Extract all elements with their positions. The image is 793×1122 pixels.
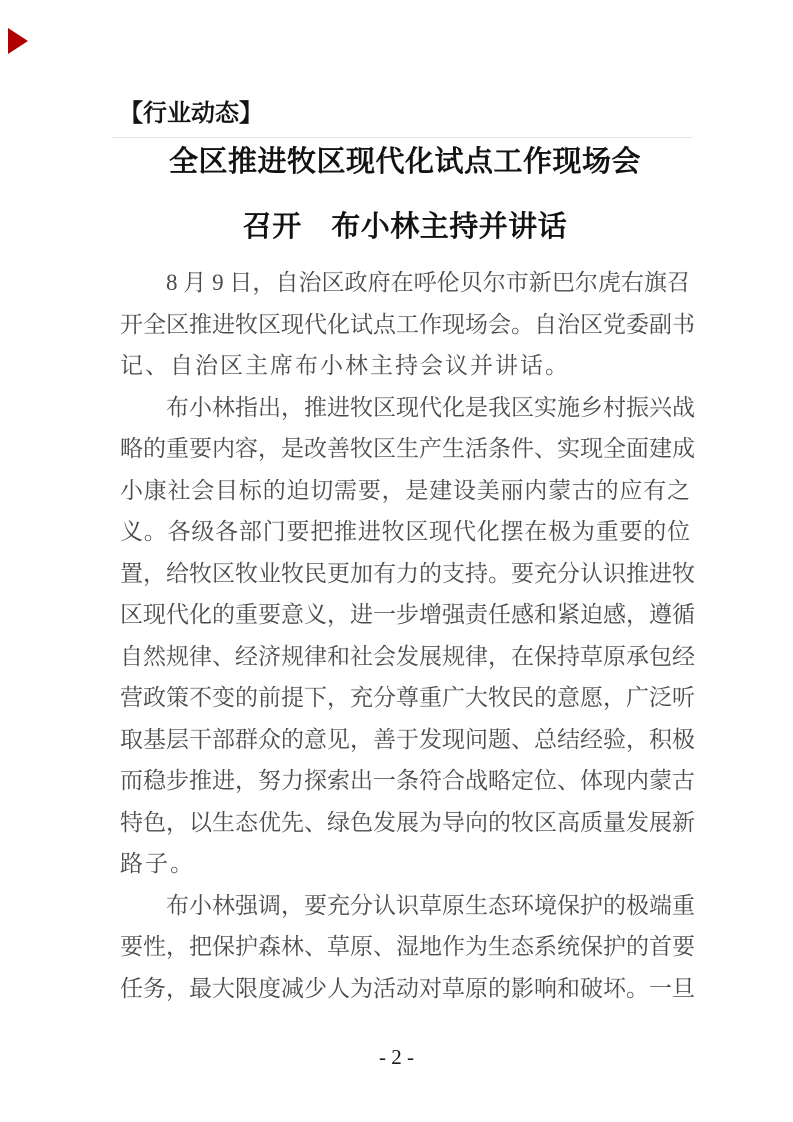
body-line: 取基层干部群众的意见，善于发现问题、总结经验，积极 <box>120 726 695 752</box>
body-line: 要性，把保护森林、草原、湿地作为生态系统保护的首要 <box>120 934 695 959</box>
page-number: - 2 - <box>379 1045 414 1069</box>
body-line: 布小林指出，推进牧区现代化是我区实施乡村振兴战 <box>166 394 695 420</box>
body-line: 开全区推进牧区现代化试点工作现场会。自治区党委副书 <box>120 311 695 337</box>
body-line: 义。各级各部门要把推进牧区现代化摆在极为重要的位 <box>120 519 690 544</box>
header-divider <box>112 137 692 138</box>
document-title-line-1: 全区推进牧区现代化试点工作现场会 <box>168 146 641 178</box>
body-line: 8 月 9 日，自治区政府在呼伦贝尔市新巴尔虎右旗召 <box>166 270 690 295</box>
body-line: 路子。 <box>120 851 195 876</box>
body-line: 区现代化的重要意义，进一步增强责任感和紧迫感，遵循 <box>120 602 695 627</box>
body-text <box>120 262 695 1009</box>
body-line: 小康社会目标的迫切需要，是建设美丽内蒙古的应有之 <box>120 477 690 503</box>
body-line: 营政策不变的前提下，充分尊重广大牧民的意愿，广泛听 <box>120 685 695 710</box>
document-title-line-2: 召开 布小林主持并讲话 <box>242 211 568 243</box>
body-line: 布小林强调，要充分认识草原生态环境保护的极端重 <box>166 892 695 918</box>
section-label: 【行业动态】 <box>119 100 263 127</box>
body-line: 而稳步推进，努力探索出一条符合战略定位、体现内蒙古 <box>120 768 695 793</box>
body-line: 置，给牧区牧业牧民更加有力的支持。要充分认识推进牧 <box>120 560 695 586</box>
red-triangle-marker <box>8 28 28 54</box>
body-line: 自然规律、经济规律和社会发展规律，在保持草原承包经 <box>120 643 695 669</box>
body-line: 任务，最大限度减少人为活动对草原的影响和破坏。一旦 <box>120 975 695 1001</box>
body-line: 记、自治区主席布小林主持会议并讲话。 <box>120 353 570 378</box>
body-line: 略的重要内容，是改善牧区生产生活条件、实现全面建成 <box>120 436 695 461</box>
body-line: 特色，以生态优先、绿色发展为导向的牧区高质量发展新 <box>120 809 695 835</box>
